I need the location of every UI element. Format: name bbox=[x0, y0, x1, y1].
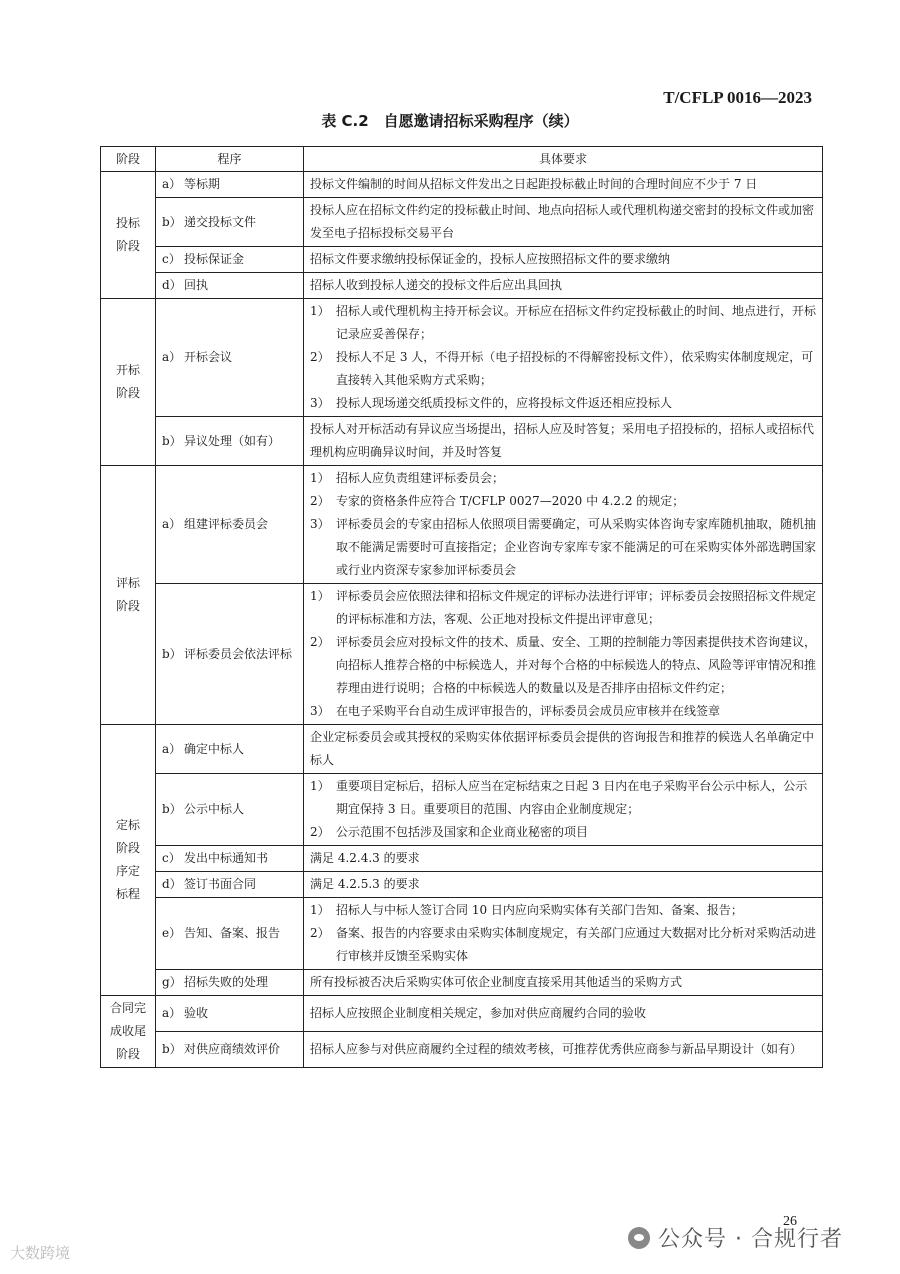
table-row bbox=[101, 872, 823, 898]
procedure-name: 等标期 bbox=[184, 177, 221, 191]
procedure-name: 告知、备案、报告 bbox=[184, 926, 281, 940]
table-row bbox=[101, 725, 823, 774]
table-row bbox=[101, 774, 823, 846]
stage-cell bbox=[101, 996, 156, 1068]
table-row bbox=[101, 273, 823, 299]
item-text: 投标人不足 3 人，不得开标（电子招投标的不得解密投标文件），依采购实体制度规定，可直接转入其他采购方式采购； bbox=[336, 350, 814, 387]
item-text: 重要项目定标后，招标人应当在定标结束之日起 3 日内在电子采购平台公示中标人，公示期宜保持 3 日。重要项目的范围、内容由企业制度规定； bbox=[336, 779, 808, 816]
procedure-letter: b） bbox=[162, 646, 182, 661]
requirement-cell bbox=[304, 1032, 823, 1068]
item-number: 3） bbox=[310, 517, 330, 531]
watermark bbox=[628, 1222, 843, 1253]
procedure-letter: c） bbox=[162, 252, 181, 266]
requirement-cell bbox=[304, 996, 823, 1032]
document-id: T/CFLP 0016—2023 bbox=[663, 88, 812, 107]
requirement-text: 招标人应参与对供应商履约全过程的绩效考核，可推荐优秀供应商参与新品早期设计（如有） bbox=[310, 1042, 803, 1056]
requirement-item bbox=[310, 631, 816, 700]
item-text: 公示范围不包括涉及国家和企业商业秘密的项目 bbox=[336, 825, 589, 839]
procedure-name: 递交投标文件 bbox=[184, 214, 257, 229]
procedure-name: 发出中标通知书 bbox=[184, 851, 269, 865]
requirement-text: 招标人应按照企业制度相关规定，参加对供应商履约合同的验收 bbox=[310, 1006, 647, 1020]
page-number: 26 bbox=[783, 1214, 797, 1229]
procedure-name: 招标失败的处理 bbox=[184, 975, 269, 989]
table-row bbox=[101, 466, 823, 584]
item-number: 3） bbox=[310, 396, 330, 410]
procedure-name: 评标委员会依法评标 bbox=[184, 646, 293, 661]
requirement-text: 投标人对开标活动有异议应当场提出，招标人应及时答复；采用电子招投标的，招标人或招标代理机构应明确异议时间，并及时答复 bbox=[310, 422, 815, 459]
procedure-letter: d） bbox=[162, 877, 182, 891]
item-text: 评标委员会应对投标文件的技术、质量、安全、工期的控制能力等因素提供技术咨询建议，向招标人推荐合格的中标候选人，并对每个合格的中标候选人的特点、风险等评审情况和推荐理由进行说明；合格的中标候选人的数量以及是否排序由招标文件约定； bbox=[336, 635, 817, 695]
requirement-text: 投标文件编制的时间从招标文件发出之日起距投标截止时间的合理时间应不少于 7 日 bbox=[310, 177, 758, 191]
procedure-name: 开标会议 bbox=[184, 350, 233, 364]
procedure-cell bbox=[156, 970, 304, 996]
stage-cell bbox=[101, 172, 156, 299]
requirement-text: 投标人应在招标文件约定的投标截止时间、地点向招标人或代理机构递交密封的投标文件或加密发至电子招标投标交易平台 bbox=[310, 203, 815, 240]
procedure-name: 异议处理（如有） bbox=[184, 433, 281, 448]
procedure-cell bbox=[156, 466, 304, 584]
table-row bbox=[101, 172, 823, 198]
item-number: 2） bbox=[310, 926, 330, 940]
wechat-icon bbox=[628, 1227, 650, 1249]
procedure-name: 验收 bbox=[184, 1006, 209, 1020]
item-text: 在电子采购平台自动生成评审报告的，评标委员会成员应审核并在线签章 bbox=[336, 704, 721, 718]
requirement-cell bbox=[304, 970, 823, 996]
procedure-letter: a） bbox=[162, 1006, 182, 1020]
procedure-cell bbox=[156, 846, 304, 872]
requirement-item bbox=[310, 513, 816, 582]
requirement-item bbox=[310, 300, 816, 346]
procedure-letter: e） bbox=[162, 926, 182, 940]
requirement-cell bbox=[304, 846, 823, 872]
procedure-letter: a） bbox=[162, 741, 182, 756]
procedure-cell bbox=[156, 299, 304, 417]
procedure-letter: b） bbox=[162, 1042, 182, 1056]
procedure-letter: b） bbox=[162, 433, 182, 448]
requirement-item bbox=[310, 392, 816, 415]
procedure-name: 确定中标人 bbox=[184, 741, 245, 756]
requirement-cell bbox=[304, 872, 823, 898]
requirement-text: 招标文件要求缴纳投标保证金的，投标人应按照招标文件的要求缴纳 bbox=[310, 252, 671, 266]
requirement-item bbox=[310, 700, 816, 723]
procedure-name: 回执 bbox=[184, 278, 209, 292]
requirement-text: 满足 4.2.5.3 的要求 bbox=[310, 877, 420, 891]
item-text: 备案、报告的内容要求由采购实体制度规定，有关部门应通过大数据对比分析对采购活动进行审核并反馈至采购实体 bbox=[336, 926, 817, 963]
header-stage: 阶段 bbox=[101, 147, 156, 172]
requirement-cell bbox=[304, 299, 823, 417]
item-text: 评标委员会的专家由招标人依照项目需要确定，可从采购实体咨询专家库随机抽取，随机抽取不能满足需要时可直接指定；企业咨询专家库专家不能满足的可在采购实体外部选聘国家或行业内资深专家参加评标委员会 bbox=[336, 517, 817, 577]
table-row bbox=[101, 584, 823, 725]
requirement-text: 招标人收到投标人递交的投标文件后应出具回执 bbox=[310, 278, 563, 292]
item-text: 招标人或代理机构主持开标会议。开标应在招标文件约定投标截止的时间、地点进行，开标记录应妥善保存； bbox=[336, 304, 817, 341]
stage-label: 定标 阶段 序定 标程 bbox=[115, 818, 140, 901]
requirement-cell bbox=[304, 172, 823, 198]
requirement-cell bbox=[304, 198, 823, 247]
procedure-cell bbox=[156, 584, 304, 725]
procedure-name: 组建评标委员会 bbox=[184, 517, 269, 531]
table-row bbox=[101, 198, 823, 247]
item-text: 招标人与中标人签订合同 10 日内应向采购实体有关部门告知、备案、报告； bbox=[336, 903, 743, 917]
stage-cell bbox=[101, 725, 156, 996]
procedure-cell bbox=[156, 725, 304, 774]
requirement-cell bbox=[304, 898, 823, 970]
header-requirements: 具体要求 bbox=[304, 147, 823, 172]
requirement-cell bbox=[304, 466, 823, 584]
procedure-cell bbox=[156, 198, 304, 247]
item-number: 1） bbox=[310, 779, 330, 793]
requirement-item bbox=[310, 899, 816, 922]
procedure-cell bbox=[156, 273, 304, 299]
table-row bbox=[101, 996, 823, 1032]
item-number: 2） bbox=[310, 635, 330, 649]
table-row bbox=[101, 1032, 823, 1068]
requirement-cell bbox=[304, 584, 823, 725]
procedure-letter: b） bbox=[162, 802, 182, 816]
requirement-cell bbox=[304, 725, 823, 774]
procedure-name: 对供应商绩效评价 bbox=[184, 1042, 281, 1056]
table-row bbox=[101, 247, 823, 273]
table-row bbox=[101, 299, 823, 417]
procedure-letter: a） bbox=[162, 517, 182, 531]
table-title: 表 C.2 自愿邀请招标采购程序（续） bbox=[321, 112, 579, 130]
requirement-item bbox=[310, 346, 816, 392]
requirement-item bbox=[310, 821, 816, 844]
stage-cell bbox=[101, 299, 156, 466]
procedure-letter: a） bbox=[162, 350, 182, 364]
stage-label: 开标 阶段 bbox=[115, 363, 140, 400]
item-number: 1） bbox=[310, 589, 330, 603]
requirement-cell bbox=[304, 774, 823, 846]
requirement-item bbox=[310, 922, 816, 968]
item-number: 3） bbox=[310, 704, 330, 718]
item-number: 2） bbox=[310, 494, 330, 508]
procedure-cell bbox=[156, 872, 304, 898]
requirement-cell bbox=[304, 247, 823, 273]
requirement-text: 所有投标被否决后采购实体可依企业制度直接采用其他适当的采购方式 bbox=[310, 975, 683, 989]
stage-label: 投标 阶段 bbox=[115, 216, 140, 253]
procedure-name: 投标保证金 bbox=[184, 252, 245, 266]
item-number: 1） bbox=[310, 304, 330, 318]
item-text: 招标人应负责组建评标委员会； bbox=[336, 471, 505, 485]
requirement-item bbox=[310, 775, 816, 821]
procedure-table bbox=[100, 146, 823, 1068]
procedure-cell bbox=[156, 898, 304, 970]
item-text: 投标人现场递交纸质投标文件的，应将投标文件返还相应投标人 bbox=[336, 396, 673, 410]
table-header-row bbox=[101, 147, 823, 172]
procedure-cell bbox=[156, 247, 304, 273]
procedure-cell bbox=[156, 774, 304, 846]
procedure-name: 签订书面合同 bbox=[184, 877, 257, 891]
item-number: 2） bbox=[310, 350, 330, 364]
procedure-letter: c） bbox=[162, 851, 181, 865]
procedure-cell bbox=[156, 172, 304, 198]
item-text: 专家的资格条件应符合 T/CFLP 0027—2020 中 4.2.2 的规定； bbox=[336, 494, 685, 508]
item-number: 1） bbox=[310, 471, 330, 485]
table-row bbox=[101, 970, 823, 996]
requirement-item bbox=[310, 585, 816, 631]
requirement-item bbox=[310, 490, 816, 513]
table-row bbox=[101, 417, 823, 466]
requirement-cell bbox=[304, 417, 823, 466]
item-number: 1） bbox=[310, 903, 330, 917]
requirement-cell bbox=[304, 273, 823, 299]
stage-label: 合同完 成收尾 阶段 bbox=[109, 1001, 146, 1061]
requirement-text: 满足 4.2.4.3 的要求 bbox=[310, 851, 420, 865]
procedure-cell bbox=[156, 1032, 304, 1068]
item-text: 评标委员会应依照法律和招标文件规定的评标办法进行评审；评标委员会按照招标文件规定的评标标准和方法，客观、公正地对投标文件提出评审意见； bbox=[336, 589, 817, 626]
stage-cell bbox=[101, 466, 156, 725]
procedure-letter: a） bbox=[162, 177, 182, 191]
procedure-letter: d） bbox=[162, 278, 182, 292]
table-row bbox=[101, 898, 823, 970]
table-row bbox=[101, 846, 823, 872]
corner-logo: 大数跨境 bbox=[10, 1244, 71, 1262]
requirement-item bbox=[310, 467, 816, 490]
requirement-text: 企业定标委员会或其授权的采购实体依据评标委员会提供的咨询报告和推荐的候选人名单确定中标人 bbox=[310, 730, 815, 767]
procedure-cell bbox=[156, 417, 304, 466]
header-procedure: 程序 bbox=[156, 147, 304, 172]
watermark-text: 公众号 · 合规行者 bbox=[658, 1227, 843, 1252]
procedure-cell bbox=[156, 996, 304, 1032]
procedure-name: 公示中标人 bbox=[184, 802, 245, 816]
procedure-letter: g） bbox=[162, 975, 182, 989]
stage-label: 评标 阶段 bbox=[115, 576, 140, 613]
item-number: 2） bbox=[310, 825, 330, 839]
procedure-letter: b） bbox=[162, 214, 182, 229]
